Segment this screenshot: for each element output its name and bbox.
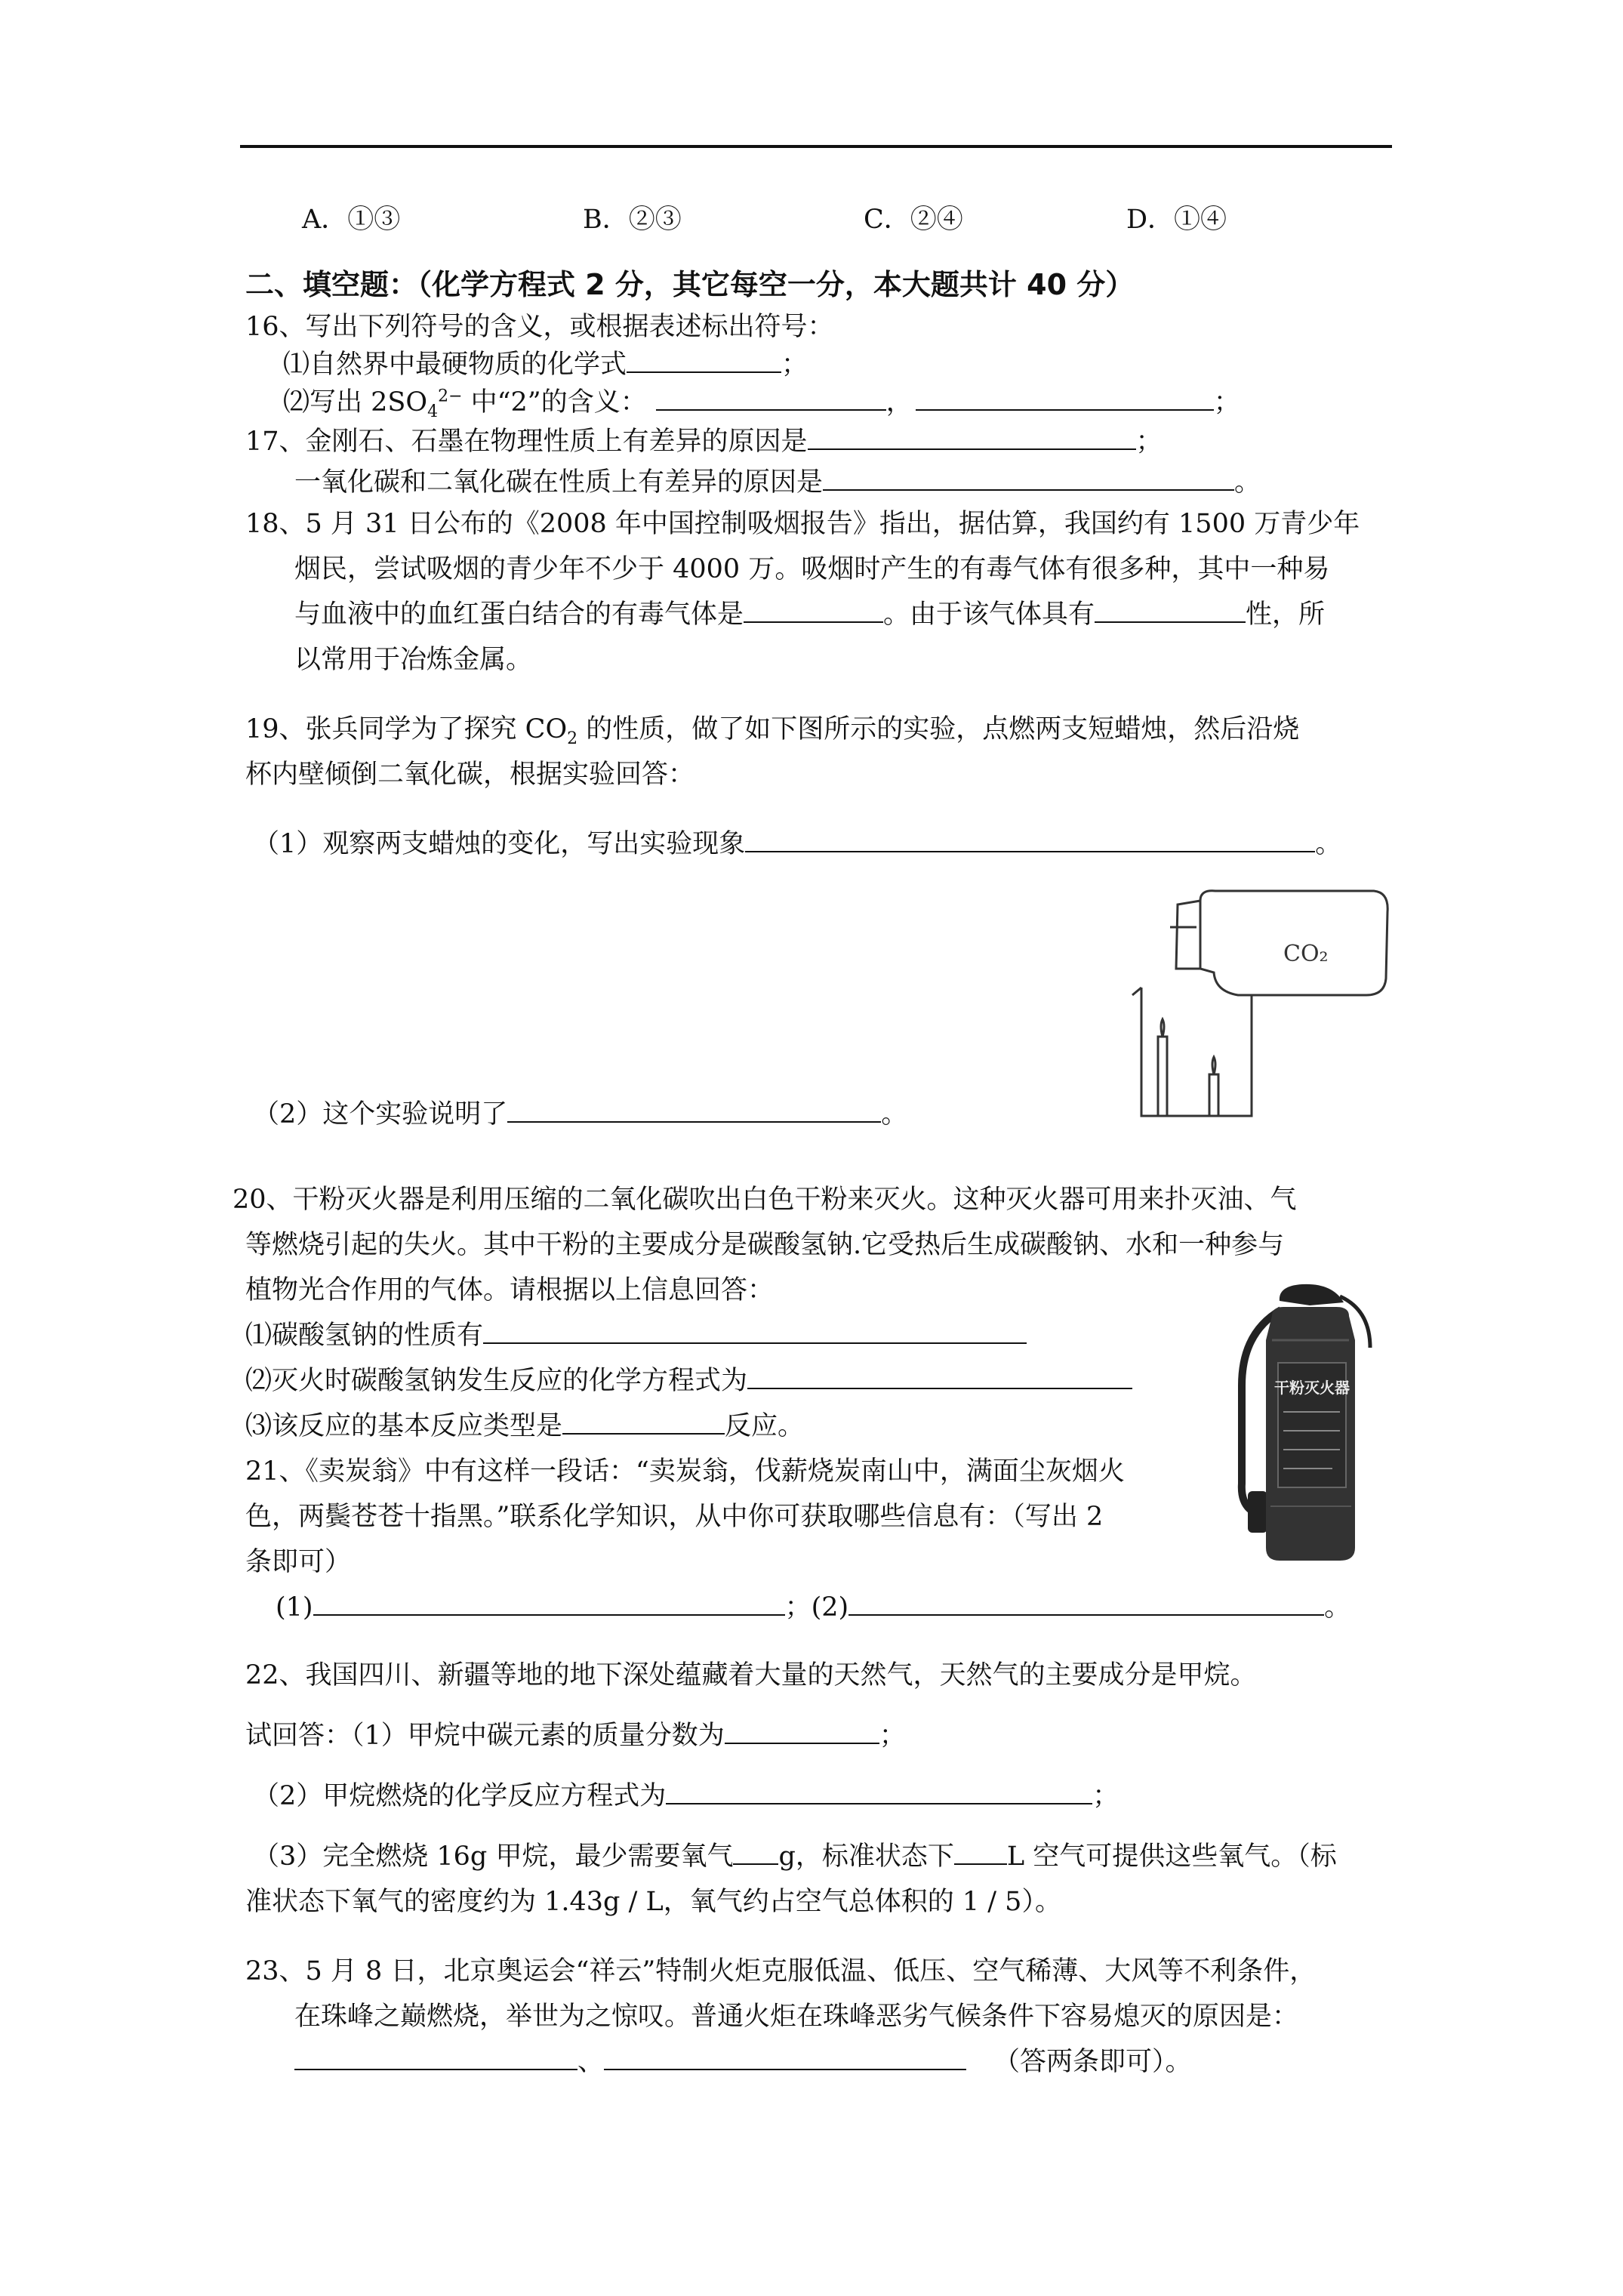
q21-end: 。 — [1324, 1592, 1351, 1623]
q21-line1: 21、《卖炭翁》中有这样一段话：“卖炭翁，伐薪烧炭南山中，满面尘灰烟火 — [245, 1456, 1125, 1487]
q22-line2-end: ； — [879, 1721, 906, 1751]
q16-comma: ， — [885, 387, 913, 418]
q22-line5: 准状态下氧气的密度约为 1.43g / L，氧气约占空气总体积的 1 / 5）。 — [245, 1887, 1061, 1917]
q19-part1 — [253, 828, 1341, 860]
option-b: B．②③ — [583, 205, 682, 235]
q18-line4: 以常用于冶炼金属。 — [294, 645, 533, 675]
q22-line3-end: ； — [1092, 1781, 1119, 1811]
q17-line2-end: 。 — [1234, 467, 1261, 498]
q20-part1-text: ⑴碳酸氢钠的性质有 — [245, 1321, 484, 1351]
q22-line2-text: 试回答：（1）甲烷中碳元素的质量分数为 — [245, 1721, 725, 1751]
q16-part1-end: ； — [781, 350, 808, 380]
q20-blank2[interactable] — [747, 1365, 1132, 1389]
q17-blank2[interactable] — [823, 467, 1234, 491]
top-rule — [240, 145, 1392, 148]
q19-part1-text: （1）观察两支蜡烛的变化，写出实验现象 — [253, 829, 746, 859]
co2-experiment-figure — [1125, 882, 1397, 1123]
q19-part2-text: （2）这个实验说明了 — [253, 1099, 508, 1130]
q16-part2-post: 中“2”的含义： — [462, 387, 647, 418]
q18-line1: 18、5 月 31 日公布的《2008 年中国控制吸烟报告》指出，据估算，我国约有 1500 万青少年 — [245, 509, 1360, 539]
q16-part1 — [283, 349, 808, 381]
q21-blank1[interactable] — [313, 1592, 785, 1616]
q16-part2 — [283, 387, 1240, 422]
option-d: D．①④ — [1126, 205, 1227, 235]
q22-line4-a: （3）完全燃烧 16g 甲烷，最少需要氧气 — [253, 1841, 734, 1872]
q19-blank1[interactable] — [745, 828, 1315, 852]
q22-line2 — [245, 1720, 906, 1752]
q21-mid: ；(2) — [784, 1592, 849, 1623]
q19-line1-a: 19、张兵同学为了探究 CO — [245, 714, 568, 744]
q20-part2-text: ⑵灭火时碳酸氢钠发生反应的化学方程式为 — [245, 1366, 748, 1396]
q19-line2: 杯内壁倾倒二氧化碳，根据实验回答： — [245, 760, 695, 790]
q19-part1-end: 。 — [1315, 829, 1342, 859]
q19-part2 — [253, 1099, 907, 1130]
q21-blank2[interactable] — [848, 1592, 1324, 1616]
q17-line1 — [245, 426, 1163, 458]
q17-line2-text: 一氧化碳和二氧化碳在性质上有差异的原因是 — [294, 467, 824, 498]
q22-line4 — [253, 1841, 1337, 1872]
q19-blank2[interactable] — [507, 1099, 881, 1123]
q20-line3: 植物光合作用的气体。请根据以上信息回答： — [245, 1275, 775, 1305]
q18-line3-a: 与血液中的血红蛋白结合的有毒气体是 — [294, 599, 744, 630]
co2-figure-label: CO₂ — [1283, 941, 1329, 967]
q23-line2: 在珠峰之巅燃烧，举世为之惊叹。普通火炬在珠峰恶劣气候条件下容易熄灭的原因是： — [294, 2002, 1299, 2032]
q22-blank2[interactable] — [666, 1780, 1092, 1804]
q22-blank4[interactable] — [954, 1841, 1007, 1865]
q21-line2: 色，两鬓苍苍十指黑。”联系化学知识，从中你可获取哪些信息有：（写出 2 — [245, 1502, 1104, 1532]
q18-line3 — [294, 599, 1325, 630]
q22-blank1[interactable] — [725, 1720, 879, 1744]
q22-line1: 22、我国四川、新疆等地的地下深处蕴藏着大量的天然气，天然气的主要成分是甲烷。 — [245, 1660, 1257, 1690]
q17-line1-end: ； — [1135, 427, 1163, 457]
q20-part2 — [245, 1365, 1132, 1397]
q19-sub: 2 — [567, 729, 578, 748]
q16-sub: 4 — [427, 402, 439, 421]
q21-answers — [276, 1592, 1350, 1623]
section-title: 二、填空题：（化学方程式 2 分，其它每空一分，本大题共计 40 分） — [245, 268, 1135, 301]
q17-blank1[interactable] — [808, 426, 1136, 450]
q16-part1-text: ⑴自然界中最硬物质的化学式 — [283, 350, 627, 380]
q18-line2: 烟民，尝试吸烟的青少年不少于 4000 万。吸烟时产生的有毒气体有很多种，其中一种易 — [294, 554, 1330, 584]
q22-line3 — [253, 1780, 1119, 1812]
q18-line3-c: 性，所 — [1246, 599, 1326, 630]
fire-extinguisher-figure — [1219, 1280, 1381, 1567]
q16-part2-pre: ⑵写出 2SO — [283, 387, 428, 418]
q20-part3-a: ⑶该反应的基本反应类型是 — [245, 1411, 563, 1441]
q16-part2-end: ； — [1213, 387, 1240, 418]
q19-part2-end: 。 — [881, 1099, 908, 1130]
q18-blank2[interactable] — [1095, 599, 1246, 623]
q20-part1 — [245, 1320, 1027, 1351]
option-c: C．②④ — [864, 205, 963, 235]
q19-line1-b: 的性质，做了如下图所示的实验，点燃两支短蜡烛，然后沿烧 — [577, 714, 1300, 744]
q22-blank3[interactable] — [733, 1841, 778, 1865]
q20-blank3[interactable] — [562, 1410, 725, 1435]
q23-end: （答两条即可）。 — [993, 2047, 1192, 2077]
q20-part3-b: 反应。 — [725, 1411, 805, 1441]
q16-sup: 2− — [438, 387, 463, 406]
extinguisher-label: 干粉灭火器 — [1274, 1379, 1350, 1397]
q22-line3-text: （2）甲烷燃烧的化学反应方程式为 — [253, 1781, 667, 1811]
q21-answer1-label: (1) — [276, 1592, 313, 1623]
q20-part3 — [245, 1410, 804, 1442]
q23-sep: 、 — [577, 2047, 605, 2077]
q18-blank1[interactable] — [744, 599, 883, 623]
option-a: A．①③ — [302, 205, 401, 235]
q16-blank2[interactable] — [656, 387, 886, 411]
q21-line3: 条即可） — [245, 1547, 352, 1577]
q23-line1: 23、5 月 8 日，北京奥运会“祥云”特制火炬克服低温、低压、空气稀薄、大风等不利条件， — [245, 1956, 1317, 1986]
q23-blank2[interactable] — [604, 2046, 966, 2070]
q17-line1-text: 17、金刚石、石墨在物理性质上有差异的原因是 — [245, 427, 808, 457]
q22-line4-c: L 空气可提供这些氧气。（标 — [1006, 1841, 1337, 1872]
q23-blank1[interactable] — [294, 2046, 577, 2070]
q18-line3-b: 。由于该气体具有 — [883, 599, 1095, 630]
q16-blank3[interactable] — [916, 387, 1214, 411]
q16-stem: 16、写出下列符号的含义，或根据表述标出符号： — [245, 312, 834, 342]
q22-line4-b: g，标准状态下 — [778, 1841, 954, 1872]
q20-line2: 等燃烧引起的失火。其中干粉的主要成分是碳酸氢钠.它受热后生成碳酸钠、水和一种参与 — [245, 1230, 1285, 1260]
q17-line2 — [294, 467, 1261, 498]
q19-line1 — [245, 713, 1299, 749]
q16-blank1[interactable] — [627, 349, 781, 373]
q20-blank1[interactable] — [483, 1320, 1027, 1344]
q20-line1: 20、干粉灭火器是利用压缩的二氧化碳吹出白色干粉来灭火。这种灭火器可用来扑灭油、气 — [233, 1185, 1297, 1215]
q23-line3 — [294, 2046, 1192, 2078]
